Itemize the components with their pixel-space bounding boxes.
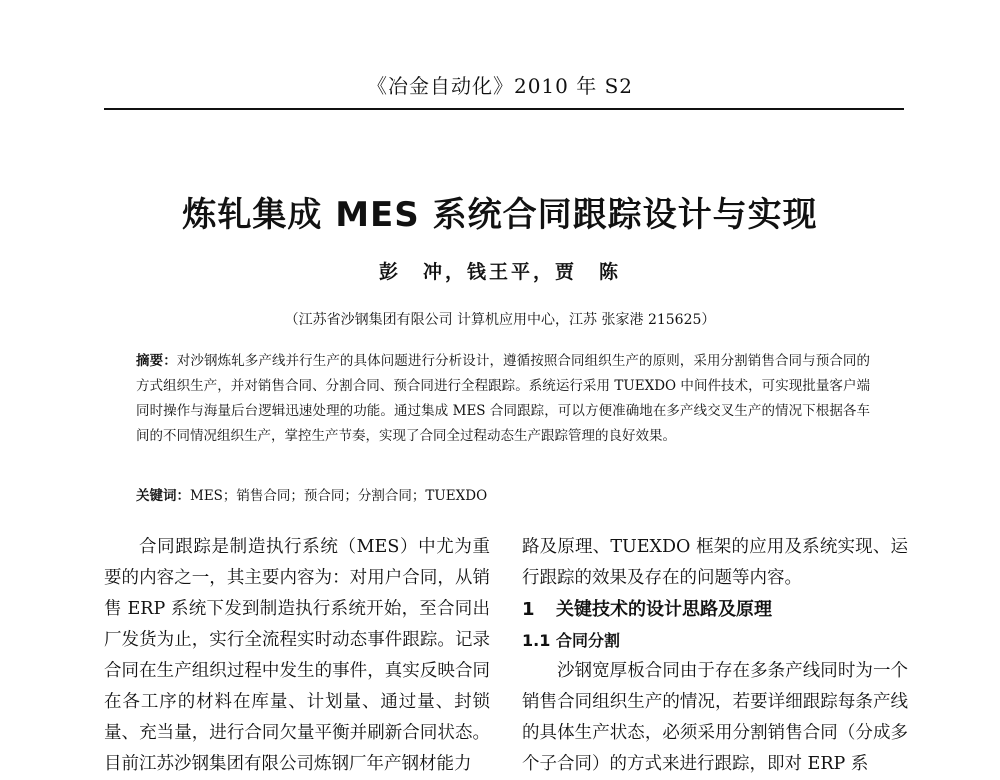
- authors: 彭 冲，钱王平，贾 陈: [378, 261, 621, 283]
- section-heading: [522, 594, 908, 625]
- keywords-text: MES；销售合同；预合同；分割合同；TUEXDO: [190, 488, 488, 504]
- abstract-label: 摘要：: [136, 353, 177, 369]
- abstract-text: 对沙钢炼轧多产线并行生产的具体问题进行分析设计，遵循按照合同组织生产的原则，采用分割销售合同与预合同的方式组织生产，并对销售合同、分割合同、预合同进行全程跟踪。系统运行采用 TUEXDO 中间件技术，可实现批量客户端同时操作与海量后台逻辑迅速处理的功能。通过集成 MES 合同跟踪，可以方便准确地在多产线交叉生产的情况下根据各车间的不同情况组织生产，掌控生产节奏，实现了合同全过程动态生产跟踪管理的良好效果。: [136, 353, 871, 444]
- subsection-heading: [522, 625, 908, 656]
- keywords-label: 关键词：: [136, 488, 190, 504]
- body-column-right: [522, 532, 908, 780]
- body-paragraph: 沙钢宽厚板合同由于存在多条产线同时为一个销售合同组织生产的情况，若要详细跟踪每条产线的具体生产状态，必须采用分割销售合同（分成多个子合同）的方式来进行跟踪，即对 ERP 系: [522, 661, 908, 774]
- subsection-number: 1.1: [522, 631, 551, 650]
- section-number: 1: [522, 599, 535, 620]
- keywords: [136, 484, 870, 509]
- body-paragraph: 合同跟踪是制造执行系统（MES）中尤为重要的内容之一，其主要内容为：对用户合同，从销售 ERP 系统下发到制造执行系统开始，至合同出厂发货为止，实行全流程实时动态事件跟踪。记录合同在生产组织过程中发生的事件，真实反映合同在各工序的材料在库量、计划量、通过量、封锁量、充当量，进行合同欠量平衡并刷新合同状态。目前江苏沙钢集团有限公司炼钢厂年产钢材能力: [104, 537, 490, 774]
- subsection-title: 合同分割: [556, 631, 621, 650]
- section-title: 关键技术的设计思路及原理: [556, 599, 772, 620]
- body-paragraph: 路及原理、TUEXDO 框架的应用及系统实现、运行跟踪的效果及存在的问题等内容。: [522, 537, 908, 588]
- paper-title: 炼轧集成 MES 系统合同跟踪设计与实现: [182, 195, 818, 235]
- body-column-left: [104, 532, 490, 780]
- header-rule: [104, 108, 904, 110]
- affiliation: （江苏省沙钢集团有限公司 计算机应用中心，江苏 张家港 215625）: [284, 312, 716, 328]
- abstract: [136, 349, 870, 449]
- journal-header: 《冶金自动化》2010 年 S2: [366, 74, 634, 98]
